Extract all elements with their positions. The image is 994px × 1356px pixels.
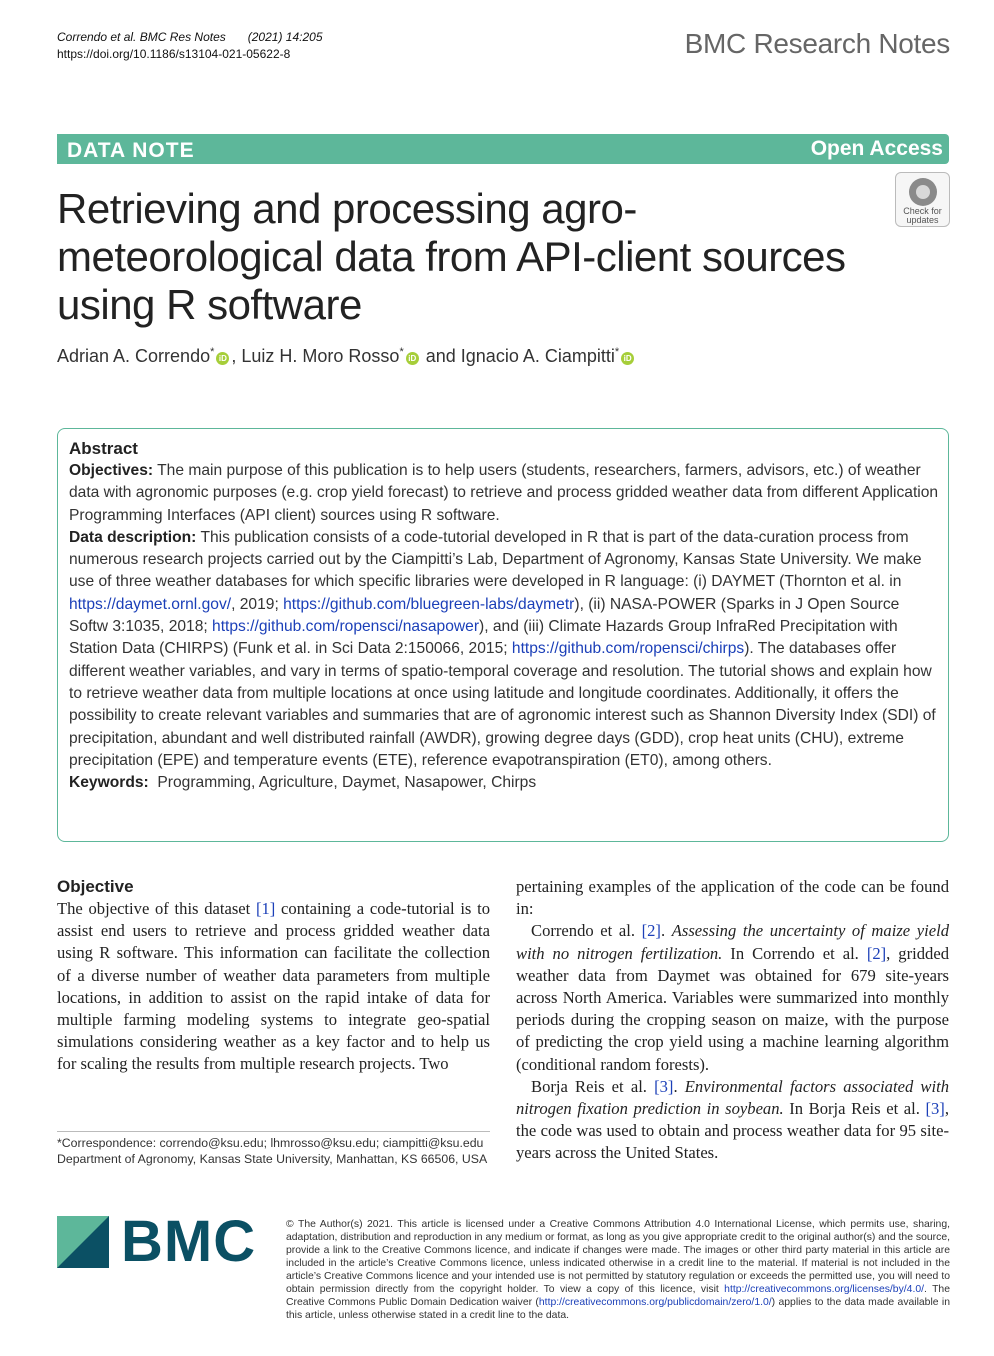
daymet-link[interactable]: https://daymet.ornl.gov/ — [69, 595, 232, 613]
corresponding-mark: * — [399, 346, 404, 358]
orcid-icon[interactable]: iD — [621, 352, 634, 365]
cc-by-link[interactable]: http://creativecommons.org/licenses/by/4.0/ — [724, 1284, 924, 1295]
bmc-logo-mark — [57, 1216, 109, 1268]
paragraph-text: In Borja Reis et al. — [783, 1099, 926, 1119]
check-updates-line2: updates — [906, 215, 939, 225]
data-description-text: ), (ii) NASA-POWER (Sparks in J Open Source Softw 3:1035, 2018; — [69, 595, 900, 636]
author-separator: , — [231, 346, 242, 366]
journal-name: BMC Research Notes — [684, 28, 950, 59]
reference-link[interactable]: [2] — [866, 943, 887, 963]
citation-journal: BMC Res Notes — [139, 30, 226, 44]
abstract-box — [57, 428, 949, 842]
citation-year: (2021) 14:205 — [247, 30, 323, 44]
data-description-text: , 2019; — [231, 595, 284, 613]
orcid-icon[interactable]: iD — [216, 352, 229, 365]
author-name: Ignacio A. Ciampitti — [460, 346, 615, 366]
open-access-label: Open Access — [810, 137, 943, 160]
correspondence-footnote — [57, 1136, 490, 1167]
paragraph-text: , gridded weather data from Daymet was obtained for 679 site-years across North America. Variables were summarized into monthly periods during the cropping season on maize, with the purpose of predicting the crop yield using a machine learning algorithm (conditional random forests). — [516, 943, 949, 1074]
data-description-text: ). The databases offer different weather variables, and vary in terms of spatio-temporal coverage and resolution. The tutorial shows and explain how to retrieve weather data from multiple locations at once using latitude and longitude coordinates. Additionally, it offers the possibility to create relevant variables and summaries that are of agronomic interest such as Shannon Diversity Index (SDI) of precipitation, abundant and well distributed rainfall (AWDR), growing degree days (GDD), crop heat units (CHU), extreme precipitation (EPE) and temperature events (ETE), reference evapotranspiration (ET0), among others. — [69, 640, 936, 769]
bmc-logo — [57, 1209, 267, 1276]
paragraph: pertaining examples of the application of the code can be found in: — [516, 877, 949, 919]
abstract-data-description — [69, 527, 941, 772]
check-updates-icon — [909, 178, 937, 206]
reference-link[interactable]: [3] — [654, 1076, 674, 1096]
abstract-objectives — [69, 460, 941, 527]
objectives-label: Objectives: — [69, 462, 154, 479]
doi-link[interactable]: https://doi.org/10.1186/s13104-021-05622-8 — [57, 47, 291, 61]
license-paragraph: ) applies to the data made available in this article, unless otherwise stated in a credit line to the data. — [286, 1297, 951, 1321]
reference-link[interactable]: [1] — [255, 899, 276, 918]
data-description-text: ), and (iii) Climate Hazards Group InfraRed Precipitation with Station Data (CHIRPS) (Funk et al. in Sci Data 2:150066, 2015; — [69, 618, 898, 658]
cc-zero-link[interactable]: http://creativecommons.org/publicdomain/zero/1.0/ — [538, 1297, 772, 1308]
footnote-divider — [57, 1131, 490, 1132]
bmc-logo-text: BMC — [121, 1209, 257, 1274]
citation-header — [57, 29, 323, 63]
orcid-icon[interactable]: iD — [406, 352, 419, 365]
license-text — [286, 1218, 950, 1322]
corresponding-mark: * — [614, 346, 620, 358]
author-list — [57, 346, 636, 367]
paragraph-text: containing a code-tutorial is to assist end users to retrieve and process gridded weather data using R software. This information can facilitate the collection of a diverse number of weather data parameters from multiple locations, in addition to assist on the rapid intake of data for multiple farming modeling systems to integrate geo-spatial simulations considering weather as a key factor and to help us for scaling the results from multiple research projects. Two — [57, 899, 490, 1074]
author-separator: and — [420, 346, 461, 366]
article-title: Retrieving and processing agro-meteorological data from API-client sources using R software — [57, 185, 846, 328]
license-paragraph: . The Creative Commons Public Domain Dedication waiver ( — [286, 1284, 950, 1308]
paragraph-text: . — [660, 921, 672, 941]
example-paragraph — [516, 920, 949, 1075]
author-name: Adrian A. Correndo — [57, 346, 211, 366]
paragraph-text: Correndo et al. — [531, 921, 642, 941]
reference-link[interactable]: [2] — [641, 921, 661, 941]
paragraph-text: . — [673, 1076, 685, 1096]
check-for-updates-button[interactable] — [895, 172, 950, 227]
check-updates-line1: Check for — [903, 206, 942, 216]
corresponding-mark: * — [210, 346, 215, 358]
paragraph-text: Borja Reis et al. — [531, 1076, 655, 1096]
paragraph-text: The objective of this dataset — [57, 899, 256, 918]
paragraph-text: In Correndo et al. — [722, 943, 867, 963]
left-column — [57, 876, 490, 1076]
cited-title: Environmental factors associated with nitrogen fixation prediction in soybean. — [516, 1076, 950, 1119]
chirps-link[interactable]: https://github.com/ropensci/chirps — [511, 640, 745, 658]
nasapower-link[interactable]: https://github.com/ropensci/nasapower — [212, 618, 480, 636]
keywords-text: Programming, Agriculture, Daymet, Nasapower, Chirps — [157, 774, 537, 792]
license-paragraph: © The Author(s) 2021. This article is licensed under a Creative Commons Attribution 4.0 International License, which permits use, sharing, adaptation, distribution and reproduction in any medium or format, as long as you give appropriate credit to the original author(s) and the source, provide a link to the Creative Commons licence, and indicate if changes were made. The images or other third party material in this article are included in the article’s Creative Commons licence, unless indicated otherwise in a credit line to the material. If material is not included in the article’s Creative Commons licence and your intended use is not permitted by statutory regulation or exceeds the permitted use, you will need to obtain permission directly from the copyright holder. To view a copy of this licence, visit — [286, 1219, 950, 1295]
correspondence-emails: *Correspondence: correndo@ksu.edu; lhmrosso@ksu.edu; ciampitti@ksu.edu — [57, 1136, 484, 1150]
right-column — [516, 876, 949, 1165]
abstract-heading: Abstract — [69, 439, 138, 458]
reference-link[interactable]: [3] — [925, 1099, 945, 1119]
keywords-label: Keywords: — [69, 774, 149, 792]
example-paragraph — [516, 1076, 949, 1165]
objective-paragraph — [57, 898, 490, 1076]
author-name: Luiz H. Moro Rosso — [241, 346, 400, 366]
abstract-keywords — [69, 772, 941, 794]
objective-heading: Objective — [57, 877, 134, 896]
data-description-label: Data description: — [69, 528, 197, 546]
paragraph-text: , the code was used to obtain and process weather data for 95 site-years across the United States. — [516, 1099, 949, 1163]
article-type: DATA NOTE — [67, 139, 195, 162]
affiliation: Department of Agronomy, Kansas State University, Manhattan, KS 66506, USA — [57, 1151, 488, 1166]
article-type-band — [57, 134, 949, 164]
objectives-text: The main purpose of this publication is to help users (students, researchers, farmers, advisors, etc.) of weather data with agronomic purposes (e.g. crop yield forecast) to retrieve and process gridded weather data from different Application Programming Interfaces (API client) sources using R software. — [69, 462, 939, 524]
citation-line — [57, 29, 323, 46]
cited-title: Assessing the uncertainty of maize yield with no nitrogen fertilization. — [516, 921, 949, 963]
citation-authors: Correndo et al. — [57, 30, 137, 44]
daymetr-link[interactable]: https://github.com/bluegreen-labs/daymetr — [283, 595, 575, 613]
data-description-text: This publication consists of a code-tutorial developed in R that is part of the data-curation process from numerous research projects carried out by the Ciampitti’s Lab, Department of Agronomy, Kansas State University. We make use of three weather databases for which specific libraries were developed in R language: (i) DAYMET (Thornton et al. in — [69, 528, 922, 591]
